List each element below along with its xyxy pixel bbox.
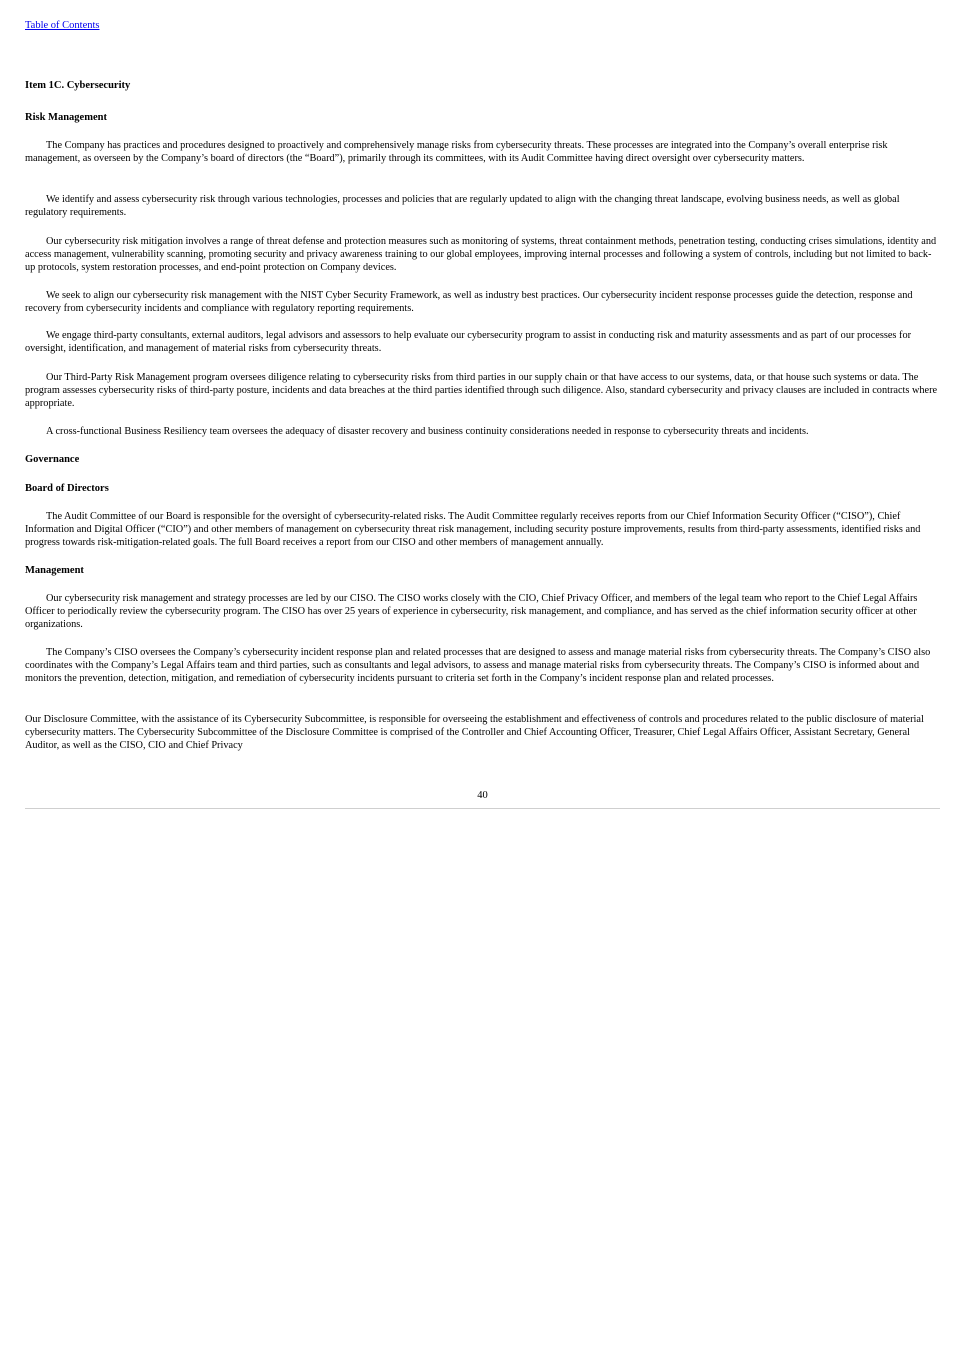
governance-heading: Governance (25, 454, 80, 465)
risk-paragraph-4: We seek to align our cybersecurity risk management with the NIST Cyber Security Framework, as well as industry best practices. Our cybersecurity incident response processes guide the detection, response and recovery from cybersecurity incidents and compliance with regulatory reporting requirements. (25, 290, 913, 315)
risk-paragraph-7: A cross-functional Business Resiliency team oversees the adequacy of disaster recovery and business continuity considerations needed in response to cybersecurity threats and incidents. (46, 426, 809, 437)
management-heading: Management (25, 565, 84, 576)
footer-divider (25, 808, 940, 809)
risk-paragraph-5: We engage third-party consultants, external auditors, legal advisors and assessors to help evaluate our cybersecurity program to assist in conducting risk and maturity assessments and as part of our processes for oversight, identification, and management of material risks from cybersecurity threats. (25, 330, 912, 355)
board-of-directors-heading: Board of Directors (25, 483, 109, 494)
risk-paragraph-6: Our Third-Party Risk Management program oversees diligence relating to cybersecurity risks from third parties in our supply chain or that have access to our systems, data, or that house such systems or data. The program assesses cybersecurity risks of third-party posture, incidents and data breaches at the third parties identified through such diligence. Also, standard cybersecurity and privacy clauses are included in contracts where appropriate. (25, 372, 938, 410)
page-number: 40 (477, 790, 488, 801)
management-paragraph-2: The Company’s CISO oversees the Company’s cybersecurity incident response plan and related processes that are designed to assess and manage material risks from cybersecurity threats. The Company’s CISO also coordinates with the Company’s Legal Affairs team and third parties, such as consultants and legal advisors, to assess and manage material risks from cybersecurity threats. The Company’s CISO is informed about and monitors the prevention, detection, mitigation, and remediation of cybersecurity incidents pursuant to criteria set forth in the Company’s incident response plan and related processes. (25, 647, 931, 685)
table-of-contents-link[interactable]: Table of Contents (25, 20, 100, 31)
item-title: Item 1C. Cybersecurity (25, 80, 131, 91)
risk-management-heading: Risk Management (25, 112, 107, 123)
risk-paragraph-2: We identify and assess cybersecurity risk through various technologies, processes and policies that are regularly updated to align with the changing threat landscape, evolving business needs, as well as global regulatory requirements. (25, 194, 900, 219)
board-paragraph: The Audit Committee of our Board is responsible for the oversight of cybersecurity-related risks. The Audit Committee regularly receives reports from our Chief Information Security Officer (“CISO”), Chief Information and Digital Officer (“CIO”) and other members of management on cybersecurity threat risk management, including security posture improvements, results from third-party assessments, identified risks and progress towards risk-mitigation-related goals. The full Board receives a report from our CISO and other members of management annually. (25, 511, 921, 549)
risk-paragraph-3: Our cybersecurity risk mitigation involves a range of threat defense and protection measures such as monitoring of systems, threat containment methods, penetration testing, conducting crises simulations, identity and access management, vulnerability scanning, promoting security and privacy awareness training to our global employees, improving internal processes and following a system of controls, including but not limited to back-up protocols, system restoration processes, and end-point protection on Company devices. (25, 236, 937, 274)
management-paragraph-3: Our Disclosure Committee, with the assistance of its Cybersecurity Subcommittee, is responsible for overseeing the establishment and effectiveness of controls and procedures related to the public disclosure of material cybersecurity matters. The Cybersecurity Subcommittee of the Disclosure Committee is comprised of the Controller and Chief Accounting Officer, Treasurer, Chief Legal Affairs Officer, Assistant Secretary, General Auditor, as well as the CISO, CIO and Chief Privacy (25, 714, 924, 752)
risk-paragraph-1: The Company has practices and procedures designed to proactively and comprehensively manage risks from cybersecurity threats. These processes are integrated into the Company’s overall enterprise risk management, as overseen by the Company’s board of directors (the “Board”), primarily through its committees, with its Audit Committee having direct oversight over cybersecurity matters. (25, 140, 888, 165)
management-paragraph-1: Our cybersecurity risk management and strategy processes are led by our CISO. The CISO works closely with the CIO, Chief Privacy Officer, and members of the legal team who report to the Chief Legal Affairs Officer to periodically review the cybersecurity program. The CISO has over 25 years of experience in cybersecurity, risk management, and compliance, and has served as the chief information security officer at other organizations. (25, 593, 918, 631)
